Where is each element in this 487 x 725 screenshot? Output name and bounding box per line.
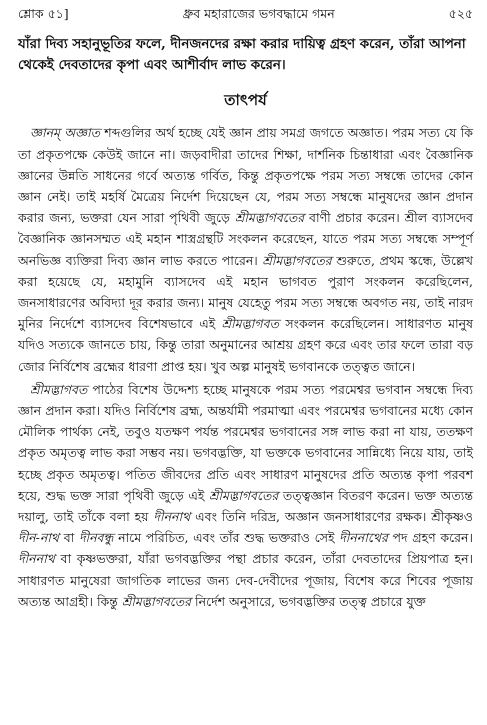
text-run: সংকলন করেছিলেন। সাধারণত মানুষ যদিও সত্যকে জানতে চায়, কিন্তু তারা অনুমানের আশ্রয় গ্রহণ করে এবং তার ফলে তারা বড় জোর নির্বিশেষ ব্রহ্মের ধারণা প্রাপ্ত হয়। খুব অল্প মানুষই ভগবানকে তত্ত্বত জানে। bbox=[18, 316, 474, 374]
text-run: তত্ত্বজ্ঞান বিতরণ করেন। ভক্ত অত্যন্ত দয়ালু, তাই তাঁকে বলা হয় bbox=[18, 487, 473, 525]
text-run: বা কৃষ্ণভক্তরা, যাঁরা ভগবদ্ভক্তির পন্থা প্রচার করেন, তাঁরা দেবতাদের প্রিয়পাত্র হন। সাধারণত মানুষেরা জাগতিক লাভের জন্য দেব-দেবীদের পূজায়, বিশেষ করে শিবের পূজায় অত্যন্ত আগ্রহী। কিন্তু bbox=[18, 551, 473, 609]
text-run: পদ গ্রহণ করেন। bbox=[387, 530, 473, 546]
purport-heading: তাৎপর্য bbox=[224, 91, 267, 110]
italic-term: শ্রীমদ্ভাগবতের bbox=[209, 487, 279, 503]
text-run: বাণী প্রচার করেন। শ্রীল ব্যাসদেব বৈজ্ঞানিক জ্ঞানসম্মত এই মহান শাস্ত্রগ্রন্থটি সংকলন করেছেন, যাতে পরম সত্য সম্বন্ধে সম্পূর্ণ অনভিজ্ঞ ব্যক্তিরা দিব্য জ্ঞান লাভ করতে পারেন। bbox=[18, 210, 473, 268]
text-run: এবং তিনি দরিদ্র, অজ্ঞান জনসাধারণের রক্ষক। শ্রীকৃষ্ণও bbox=[190, 509, 473, 525]
italic-term: দীন-নাথ bbox=[18, 530, 60, 546]
purport-paragraph bbox=[18, 379, 473, 612]
italic-term: শ্রীমদ্ভাগবতের bbox=[262, 252, 332, 268]
text-run: শব্দগুলির অর্থ হচ্ছে যেই জ্ঞান প্রায় সমগ্র জগতে অজ্ঞাত। পরম সত্য যে কি তা প্রকৃতপক্ষে কেউই জানে না। জড়বাদীরা তাদের শিক্ষা, দার্শনিক চিন্তাধারা এবং বৈজ্ঞানিক জ্ঞানের উন্নতি সাধনের গর্বে অত্যন্ত গর্বিত, কিন্তু প্রকৃতপক্ষে পরম সত্য সম্বন্ধে তাদের কোন জ্ঞান নেই। তাই মহর্ষি মৈত্রেয় নির্দেশ দিয়েছেন যে, পরম সত্য সম্বন্ধে মানুষদের জ্ঞান প্রদান করার জন্য, ভক্তরা যেন সারা পৃথিবী জুড়ে bbox=[18, 125, 473, 226]
purport-paragraph bbox=[18, 122, 473, 376]
italic-term: শ্রীমদ্ভাগবত bbox=[221, 316, 279, 332]
running-header bbox=[18, 6, 473, 28]
verse-reference: শ্লোক ৫১] bbox=[18, 6, 69, 21]
italic-term: দীননাথ bbox=[18, 551, 55, 567]
chapter-title: ধ্রুব মহারাজের ভগবদ্ধামে গমন bbox=[182, 6, 335, 21]
verse-translation: যাঁরা দিব্য সহানুভূতির ফলে, দীনজনদের রক্ষা করার দায়িত্ব গ্রহণ করেন, তাঁরা আপনা থেকেই দেবতাদের কৃপা এবং আশীর্বাদ লাভ করেন। bbox=[18, 36, 466, 73]
page-number: ৫২৫ bbox=[448, 6, 473, 21]
italic-term: দীননাথ bbox=[153, 509, 191, 525]
italic-term: দীননাথের bbox=[339, 530, 388, 546]
text-run: নির্দেশ অনুসারে, ভগবদ্ভক্তির তত্ত্ব প্রচারে যুক্ত bbox=[191, 593, 426, 609]
text-run: পাঠের বিশেষ উদ্দেশ্য হচ্ছে মানুষকে পরম সত্য পরমেশ্বর ভগবান সম্বন্ধে দিব্য জ্ঞান প্রদান করা। যদিও নির্বিশেষ ব্রহ্ম, অন্তর্যামী পরমাত্মা এবং পরমেশ্বর ভগবানের মধ্যে কোন মৌলিক পার্থক্য নেই, তবুও যতক্ষণ পর্যন্ত পরমেশ্বর ভগবানের সঙ্গ লাভ করা না যায়, ততক্ষণ প্রকৃত অমৃতত্ব লাভ করা সম্ভব নয়। ভগবদ্ভক্তি, যা ভক্তকে ভগবানের সান্নিধ্যে নিয়ে যায়, তাই হচ্ছে প্রকৃত অমৃতত্ব। পতিত জীবদের প্রতি এবং সাধারণ মানুষদের প্রতি অত্যন্ত কৃপা পরবশ হয়ে, শুদ্ধ ভক্ত সারা পৃথিবী জুড়ে এই bbox=[18, 381, 473, 503]
italic-term: জ্ঞানম্ অজ্ঞাত bbox=[30, 125, 100, 141]
italic-term: শ্রীমদ্ভাগবতের bbox=[121, 593, 192, 609]
italic-term: শ্রীমদ্ভাগবত bbox=[30, 381, 88, 397]
italic-term: দীনবন্ধু bbox=[78, 530, 114, 546]
text-run: বা bbox=[59, 530, 79, 546]
text-run: শুরুতে, প্রথম স্কন্ধে, উল্লেখ করা হয়েছে যে, মহামুনি ব্যাসদেব এই মহান ভাগবত পুরাণ সংকলন করেছিলেন, জনসাধারণের অবিদ্যা দূর করার জন্য। মানুষ যেহেতু পরম সত্য সম্বন্ধে অবগত নয়, তাই নারদ মুনির নির্দেশে ব্যাসদেব বিশেষভাবে এই bbox=[18, 252, 473, 332]
text-run: নামে পরিচিত, এবং তাঁর শুদ্ধ ভক্তরাও সেই bbox=[113, 530, 340, 546]
italic-term: শ্রীমদ্ভাগবতের bbox=[234, 210, 305, 226]
